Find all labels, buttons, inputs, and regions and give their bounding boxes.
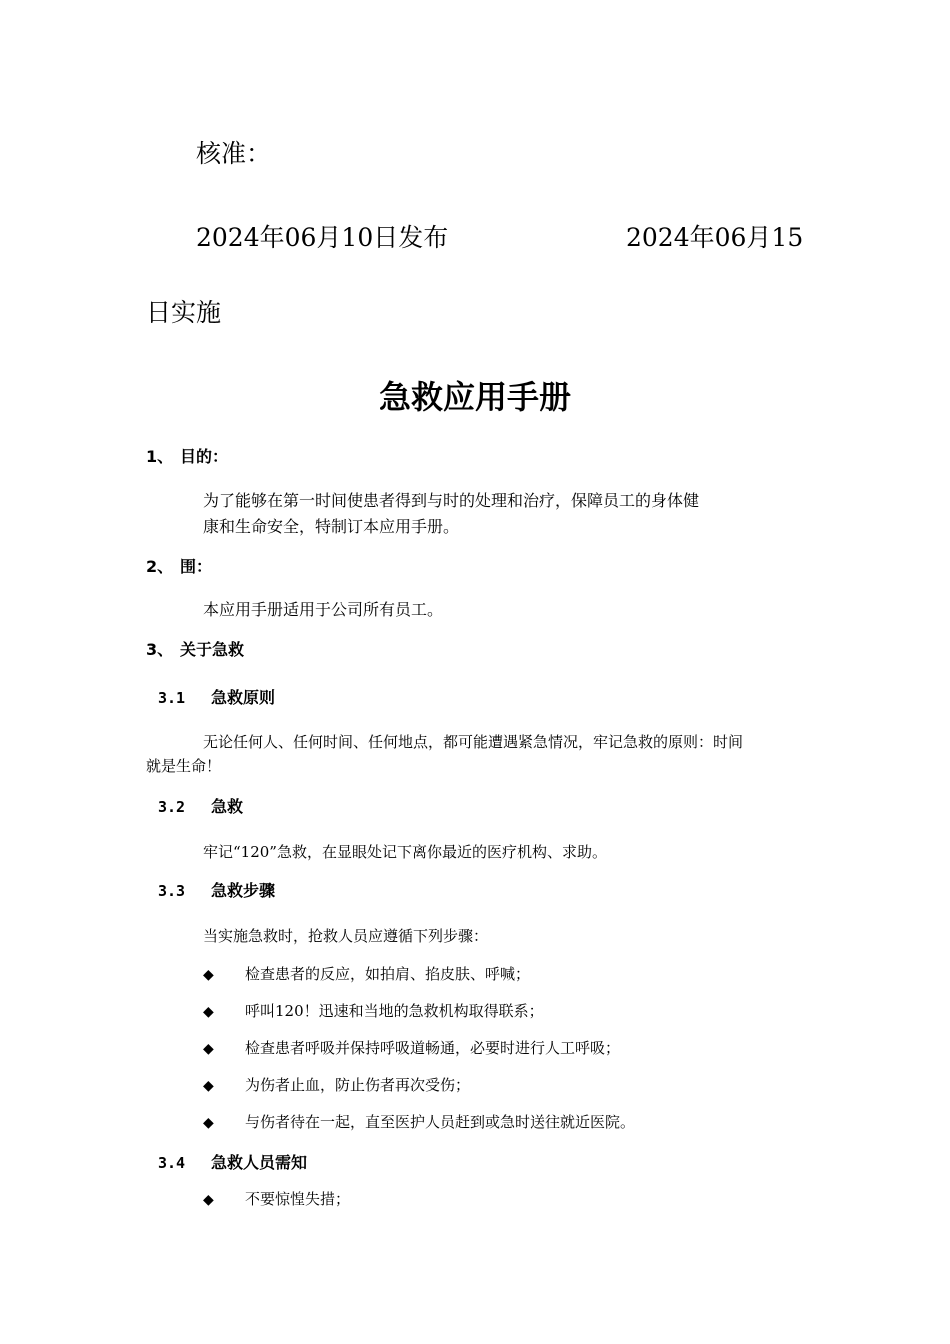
subsection-3-3-heading — [158, 878, 275, 901]
subsection-number: 3.2 — [158, 798, 186, 816]
subsection-3-2-heading — [158, 794, 243, 817]
step-list-item — [203, 1074, 470, 1095]
section-title: 围： — [180, 557, 213, 576]
section-1-text-line1: 为了能够在第一时间使患者得到与时的处理和治疗，保障员工的身体健 — [203, 491, 700, 510]
diamond-bullet-icon: ◆ — [203, 1115, 214, 1131]
section-title: 关于急救 — [180, 640, 245, 659]
step-text: 与伤者待在一起，直至医护人员赶到或急时送往就近医院。 — [245, 1113, 636, 1131]
diamond-bullet-icon: ◆ — [203, 1041, 214, 1057]
diamond-bullet-icon: ◆ — [203, 1004, 214, 1020]
effective-date-part1: 2024年06月15 — [626, 223, 804, 252]
subsection-3-1-heading — [158, 685, 275, 708]
section-2-text: 本应用手册适用于公司所有员工。 — [203, 600, 444, 619]
diamond-bullet-icon: ◆ — [203, 967, 214, 983]
step-text: 检查患者呼吸并保持呼吸道畅通，必要时进行人工呼吸； — [245, 1039, 621, 1057]
section-number: 3、 — [146, 640, 174, 659]
step-list-item — [203, 963, 530, 984]
section-title: 目的： — [180, 447, 229, 466]
subsection-3-4-heading — [158, 1150, 307, 1173]
step-list-item — [203, 1111, 635, 1132]
publish-date: 2024年06月10日发布 — [196, 223, 449, 252]
subsection-number: 3.1 — [158, 689, 186, 707]
subsection-title: 急救 — [211, 797, 244, 816]
diamond-bullet-icon: ◆ — [203, 1078, 214, 1094]
section-3-heading — [146, 637, 244, 660]
section-1-text-line2: 康和生命安全，特制订本应用手册。 — [203, 517, 460, 536]
subsection-3-1-text-line2: 就是生命！ — [146, 757, 222, 775]
step-list-item — [203, 1000, 544, 1021]
subsection-3-2-text: 牢记“120”急救，在显眼处记下离你最近的医疗机构、求助。 — [203, 843, 607, 861]
notice-list-item — [203, 1188, 350, 1209]
section-2-heading — [146, 554, 212, 577]
step-text: 为伤者止血，防止伤者再次受伤； — [245, 1076, 471, 1094]
step-text: 检查患者的反应，如拍肩、掐皮肤、呼喊； — [245, 965, 531, 983]
step-text: 呼叫120！迅速和当地的急救机构取得联系； — [245, 1002, 544, 1020]
section-number: 1、 — [146, 447, 174, 466]
section-number: 2、 — [146, 557, 174, 576]
section-1-heading — [146, 444, 228, 467]
subsection-3-3-intro: 当实施急救时，抢救人员应遵循下列步骤： — [203, 927, 489, 945]
step-list-item — [203, 1037, 620, 1058]
subsection-3-1-text-line1: 无论任何人、任何时间、任何地点，都可能遭遇紧急情况，牢记急救的原则：时间 — [203, 733, 744, 751]
document-title: 急救应用手册 — [378, 378, 571, 416]
subsection-number: 3.3 — [158, 882, 186, 900]
subsection-number: 3.4 — [158, 1154, 186, 1172]
approval-label: 核准： — [196, 139, 272, 168]
subsection-title: 急救步骤 — [211, 881, 276, 900]
effective-date-part2: 日实施 — [146, 298, 222, 327]
diamond-bullet-icon: ◆ — [203, 1192, 214, 1208]
subsection-title: 急救原则 — [211, 688, 276, 707]
notice-text: 不要惊惶失措； — [245, 1190, 351, 1208]
subsection-title: 急救人员需知 — [211, 1153, 308, 1172]
